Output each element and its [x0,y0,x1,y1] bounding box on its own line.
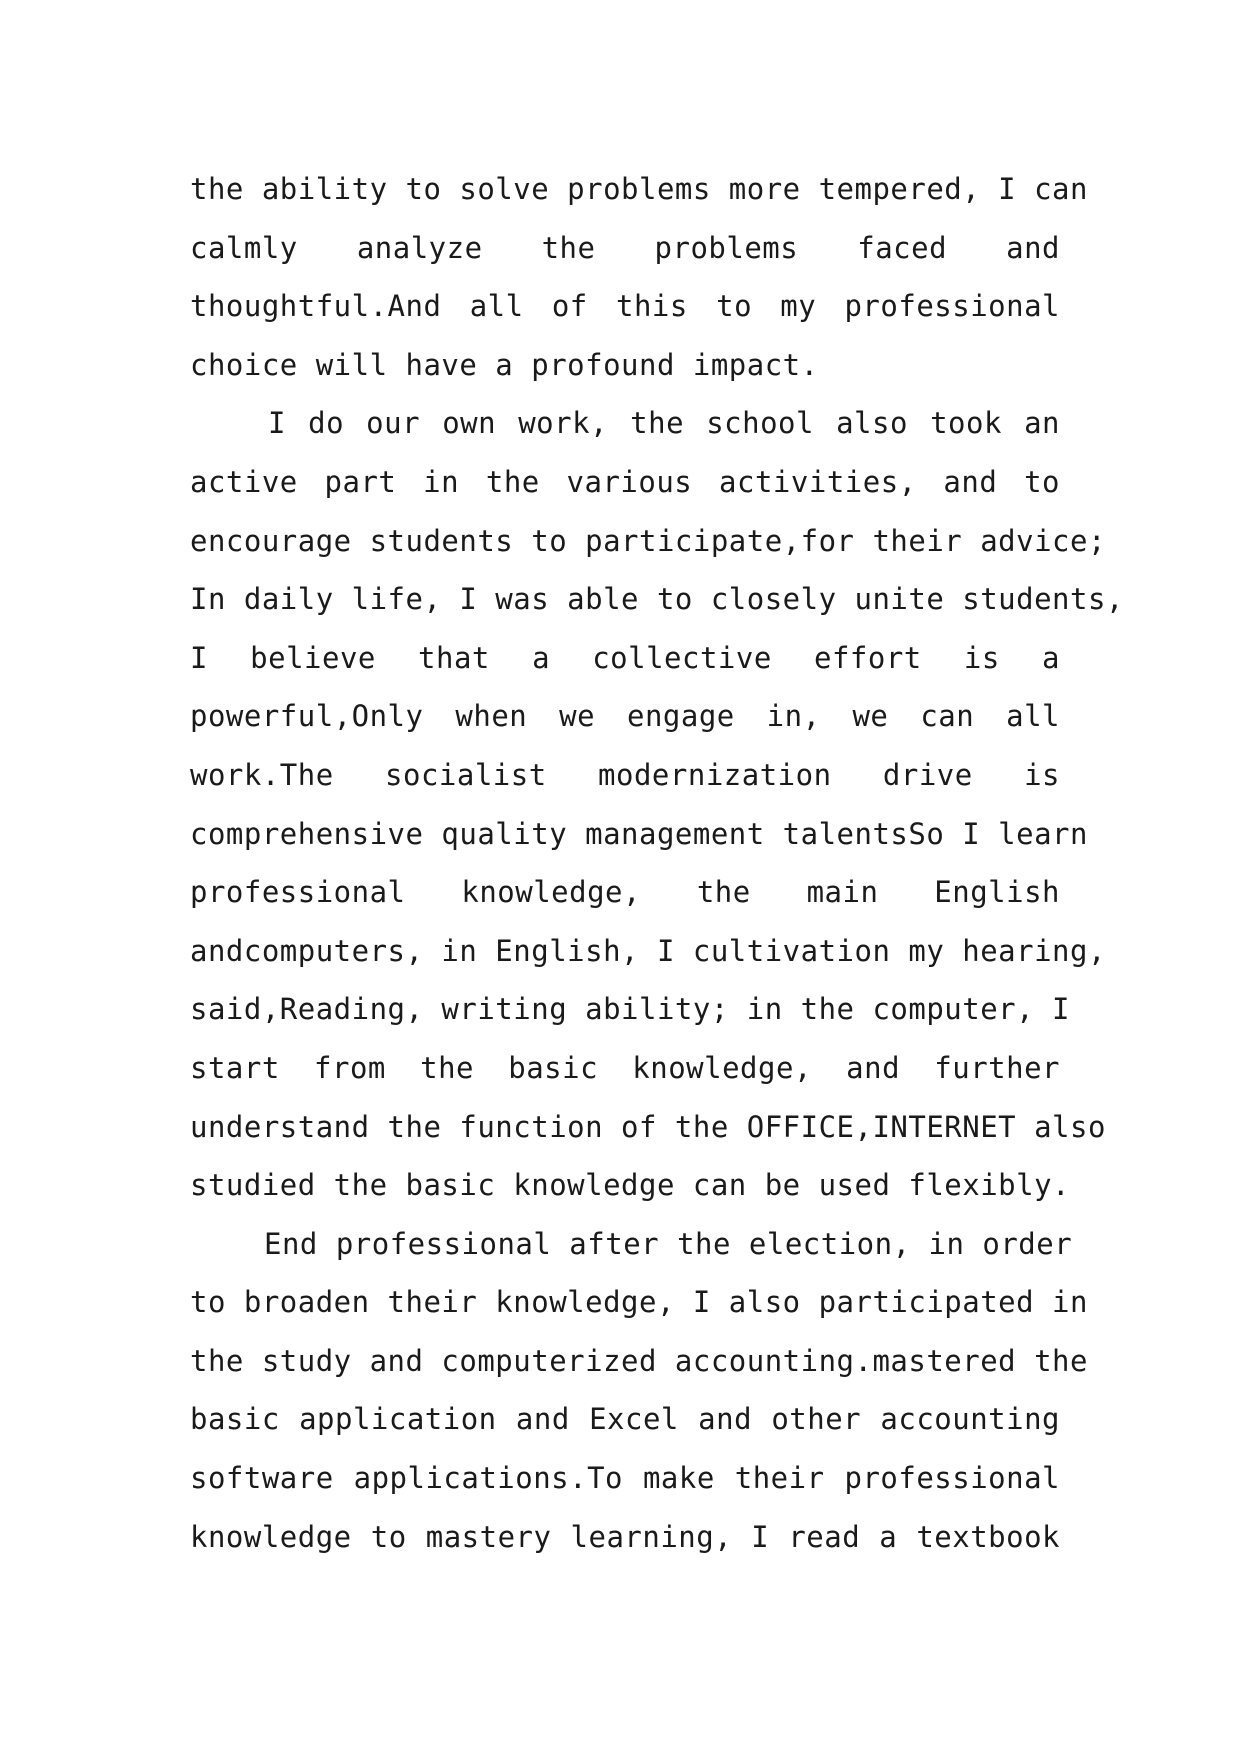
text-line: start from the basic knowledge, and further [190,1050,1060,1085]
paragraph-start-line: I do our own work, the school also took an [268,406,1060,441]
text-line: understand the function of the OFFICE,INTERNET also [190,1109,1106,1144]
text-line: software applications.To make their professional [190,1461,1060,1496]
text-line: comprehensive quality management talentsSo I learn [190,816,1088,851]
paragraph-start-line: End professional after the election, in order [264,1226,1073,1261]
text-line: the study and computerized accounting.mastered the [190,1343,1088,1378]
text-line: said,Reading, writing ability; in the computer, I [190,992,1071,1027]
text-line: andcomputers, in English, I cultivation my hearing, [190,933,1106,968]
text-line: calmly analyze the problems faced and [190,230,1060,265]
text-line: powerful,Only when we engage in, we can all [190,699,1060,734]
text-line: knowledge to mastery learning, I read a textbook [190,1519,1060,1554]
text-line: studied the basic knowledge can be used flexibly. [190,1168,1071,1203]
text-line: encourage students to participate,for their advice; [190,523,1106,558]
text-line: I believe that a collective effort is a [190,640,1060,675]
text-line: professional knowledge, the main English [190,875,1060,910]
text-line: the ability to solve problems more tempered, I can [190,172,1088,206]
text-line: to broaden their knowledge, I also participated in [190,1285,1088,1320]
text-line: thoughtful.And all of this to my professional [190,289,1060,324]
body-text [190,160,1124,1566]
text-line: choice will have a profound impact. [190,347,819,382]
text-line: In daily life, I was able to closely unite students, [190,582,1124,617]
text-line: basic application and Excel and other accounting [190,1402,1060,1437]
text-line: work.The socialist modernization drive is [190,757,1060,792]
text-line: active part in the various activities, and to [190,464,1060,499]
